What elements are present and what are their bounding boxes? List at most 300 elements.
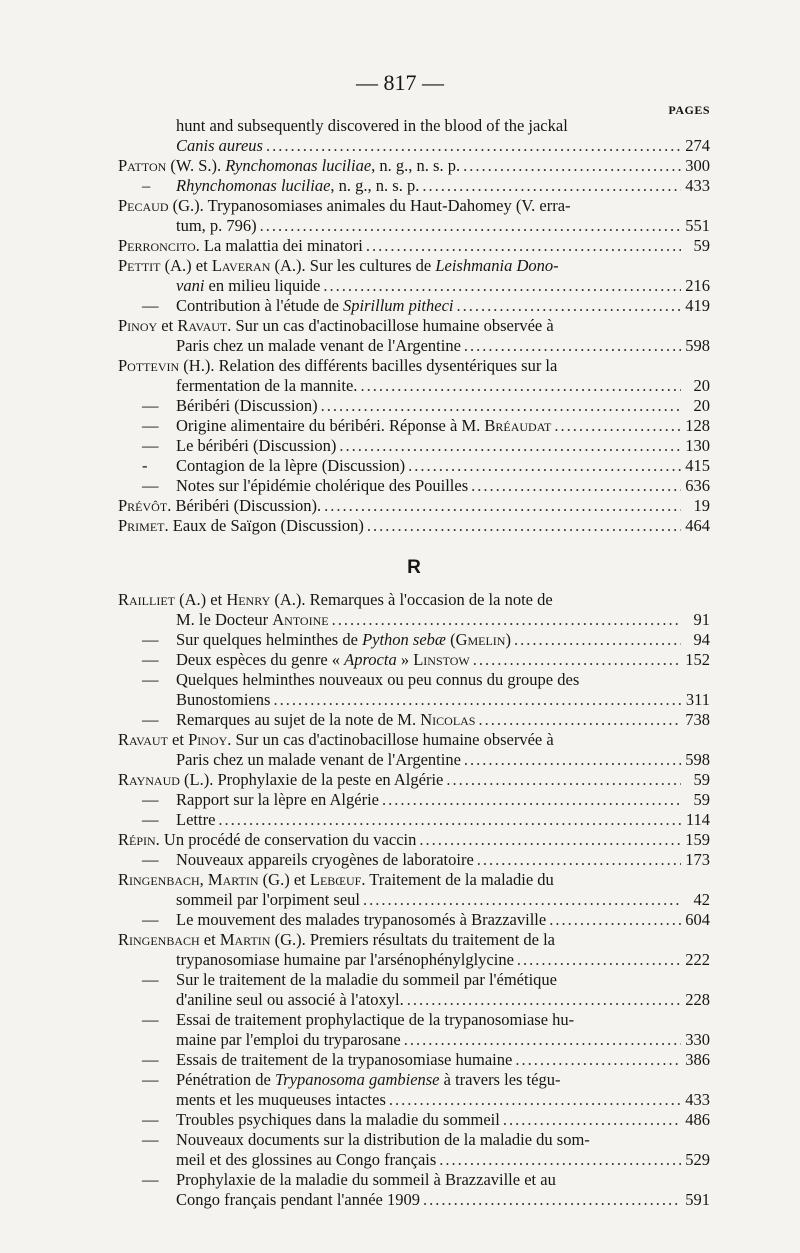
entry-text-part: . Béribéri (Discussion). [167,496,322,515]
entry-line [118,810,710,830]
index-entry [118,436,710,456]
page-reference: 173 [685,850,710,869]
dot-leader [517,950,681,970]
entry-text-part: . La malattia dei minatori [195,236,363,255]
page-reference: 59 [693,790,710,809]
page-reference: 598 [685,750,710,769]
page-reference: 738 [685,710,710,729]
author-name: Ringenbach [118,930,200,949]
entry-text [176,1070,560,1090]
index-entry [118,496,710,516]
entry-text [176,1030,401,1050]
dot-leader [419,830,681,850]
page-reference: 598 [685,336,710,355]
entry-text [176,1170,556,1190]
entry-text-part: . Sur un cas d'actinobacillose humaine observée à [227,316,554,335]
page-reference: 274 [685,136,710,155]
entry-text-part: (G.). Trypanosomiases animales du Haut-Dahomey (V. erra- [168,196,571,215]
dot-leader [479,710,682,730]
dot-leader [554,416,681,436]
entry-line [118,1030,710,1050]
entry-text-part: , n. g., n. s. p. [371,156,461,175]
entry-text-part: Contribution à l'étude de [176,296,344,315]
dot-leader [360,376,681,396]
ditto-dash: — [142,416,159,435]
entry-line [118,630,710,650]
dot-leader [404,1030,681,1050]
ditto-dash: — [142,1050,159,1069]
author-name: Antoine [272,610,329,629]
page-reference: 130 [685,436,710,455]
entry-text-part: Paris chez un malade venant de l'Argentine [176,750,461,769]
index-entry [118,316,710,356]
entry-line [118,590,710,610]
dot-leader [439,1150,681,1170]
entry-text [176,650,470,670]
entry-line [118,476,710,496]
entry-text-part: meil et des glossines au Congo français [176,1150,437,1169]
page-reference: 300 [685,156,710,175]
entry-text-part: . Un procédé de conservation du vaccin [155,830,417,849]
index-entry [118,1170,710,1210]
author-name: Répin [118,830,156,849]
entry-text [118,156,460,176]
index-entry [118,630,710,650]
entry-text [176,176,419,196]
entry-line [118,516,710,536]
dot-leader [473,650,681,670]
page-number: — 817 — [356,70,444,95]
index-entry [118,730,710,770]
entry-text [118,256,559,276]
index-entry [118,1050,710,1070]
author-name: Henry [226,590,271,609]
entry-line [118,910,710,930]
author-name: Railliet [118,590,175,609]
entry-line [118,610,710,630]
index-entry [118,650,710,670]
ditto-dash: — [142,670,159,689]
entry-text [176,630,511,650]
page-reference: 152 [685,650,710,669]
author-name: Ravaut [177,316,228,335]
entry-text-part: Notes sur l'épidémie cholérique des Pouilles [176,476,469,495]
entry-line [118,970,710,990]
entry-text-part: Spirillum pitheci [343,296,454,315]
entry-text-part: Paris chez un malade venant de l'Argentine [176,336,461,355]
entry-line [118,670,710,690]
author-name: Bréaudat [484,416,552,435]
page-reference: 464 [685,516,710,535]
author-name: Pinoy [188,730,228,749]
index-entry [118,710,710,730]
index-entry [118,296,710,316]
entry-text [118,516,364,536]
entry-line [118,950,710,970]
index-entry [118,516,710,536]
index-entry [118,116,710,156]
entry-line [118,236,710,256]
entry-text-part: Leishmania Dono- [435,256,559,275]
index-entry [118,1110,710,1130]
entry-text-part: Lettre [176,810,216,829]
entry-line [118,1190,710,1210]
dot-leader [422,176,681,196]
entry-text-part: Deux espèces du genre « [176,650,345,669]
entry-text-part: » [396,650,414,669]
dot-leader [408,456,681,476]
entry-text-part: à travers les tégu- [439,1070,561,1089]
dot-leader [367,516,681,536]
entry-text [176,1090,386,1110]
page-reference: 159 [685,830,710,849]
ditto-dash: — [142,1130,159,1149]
entry-text [176,456,405,476]
entry-text [176,396,318,416]
page-reference: 433 [685,1090,710,1109]
entry-text [176,476,468,496]
entry-text [176,116,568,136]
entry-text-part: . Eaux de Saïgon (Discussion) [164,516,364,535]
author-name: Pinoy [118,316,158,335]
author-name: Ravaut [118,730,168,749]
author-name: Ringenbach [118,870,200,889]
ditto-dash: — [142,630,159,649]
page-reference: 59 [693,236,710,255]
entry-line [118,1070,710,1090]
entry-line [118,156,710,176]
author-name: Pettit [118,256,161,275]
entry-text [118,830,416,850]
entry-text-part: tum, p. 796) [176,216,257,235]
pages-column-header: PAGES [668,103,710,117]
index-entry [118,456,710,476]
entry-line [118,136,710,156]
ditto-dash: — [142,650,159,669]
entry-text [118,590,553,610]
index-entry [118,850,710,870]
entry-line [118,830,710,850]
entry-line [118,1050,710,1070]
entry-text [176,436,336,456]
index-entry [118,910,710,930]
entry-text-part: et [157,316,178,335]
page-reference: 419 [685,296,710,315]
dot-leader [323,276,681,296]
entry-text-part: Nouveaux documents sur la distribution de la maladie du som- [176,1130,590,1149]
entry-line [118,850,710,870]
page-reference: 59 [693,770,710,789]
ditto-dash: — [142,1070,159,1089]
entry-line [118,176,710,196]
entry-text-part: et [199,930,220,949]
ditto-dash: — [142,790,159,809]
entry-text [118,770,443,790]
dot-leader [389,1090,681,1110]
author-name: Raynaud [118,770,180,789]
entry-line [118,336,710,356]
entry-text-part: en milieu liquide [204,276,321,295]
entry-text [176,1110,500,1130]
entry-line [118,690,710,710]
entry-line [118,216,710,236]
entry-text-part: Remarques au sujet de la note de M. [176,710,421,729]
index-entry [118,870,710,910]
entry-line [118,870,710,890]
entry-text-part: hunt and subsequently discovered in the blood of the jackal [176,116,568,135]
page-reference: 330 [685,1030,710,1049]
entry-line [118,890,710,910]
author-name: Lebœuf [309,870,362,889]
entry-text-part: Prophylaxie de la maladie du sommeil à Brazzaville et au [176,1170,556,1189]
page-reference: 415 [685,456,710,475]
entry-text-part: trypanosomiase humaine par l'arsénophénylglycine [176,950,514,969]
entry-text-part: (A.) et [174,590,227,609]
entry-text-part: ( [445,630,456,649]
index-list [118,116,710,1210]
entry-text-part: Essai de traitement prophylactique de la trypanosomiase hu- [176,1010,575,1029]
entry-text [118,870,554,890]
entry-line [118,256,710,276]
entry-text [176,216,257,236]
entry-text [176,336,461,356]
entry-line [118,456,710,476]
entry-text-part: Le mouvement des malades trypanosomés à Brazzaville [176,910,547,929]
entry-text [118,356,557,376]
entry-text [176,1130,590,1150]
index-entry [118,156,710,176]
entry-line [118,396,710,416]
author-name: Patton [118,156,167,175]
author-name: Linstow [413,650,470,669]
ditto-dash: — [142,1170,159,1189]
author-name: Nicolas [420,710,476,729]
entry-text [176,890,360,910]
entry-line [118,710,710,730]
entry-text [176,1150,436,1170]
entry-text-part: Nouveaux appareils cryogènes de laboratoire [176,850,474,869]
entry-text-part: (H.). Relation des différents bacilles dysentériques sur la [179,356,558,375]
index-entry [118,670,710,710]
index-entry [118,790,710,810]
dot-leader [515,1050,681,1070]
entry-text-part: Python sebæ [362,630,446,649]
entry-text-part: Quelques helminthes nouveaux ou peu connus du groupe des [176,670,580,689]
entry-text [176,990,404,1010]
page-reference: 433 [685,176,710,195]
entry-line [118,990,710,1010]
dot-leader [339,436,681,456]
ditto-dash: — [142,970,159,989]
entry-text-part: Congo français pendant l'année 1909 [176,1190,420,1209]
dot-leader [463,156,681,176]
ditto-dash: — [142,710,159,729]
page-reference: 20 [693,396,710,415]
index-entry [118,256,710,296]
entry-text-part: M. le Docteur [176,610,273,629]
entry-line [118,730,710,750]
entry-text-part: Rhynchomonas luciliae [176,176,331,195]
entry-line [118,416,710,436]
entry-line [118,1110,710,1130]
index-entry [118,396,710,416]
dot-leader [471,476,681,496]
page-reference: 19 [693,496,710,515]
dot-leader [423,1190,681,1210]
entry-text [118,316,554,336]
entry-text [176,710,476,730]
entry-text [176,610,329,630]
index-entry [118,810,710,830]
author-name: Pottevin [118,356,180,375]
entry-line [118,1170,710,1190]
entry-text-part: Sur le traitement de la maladie du sommeil par l'émétique [176,970,557,989]
entry-text-part: sommeil par l'orpiment seul [176,890,360,909]
index-section-r [118,590,710,1210]
dot-leader [366,236,681,256]
entry-line [118,316,710,336]
entry-text-part: d'aniline seul ou associé à l'atoxyl. [176,990,404,1009]
author-name: Perroncito [118,236,196,255]
entry-text [176,276,320,296]
ditto-dash: — [142,810,159,829]
entry-text-part: Béribéri (Discussion) [176,396,318,415]
page-reference: 91 [693,610,710,629]
dot-leader [464,750,681,770]
entry-line [118,650,710,670]
author-name: Martin [219,930,271,949]
entry-text-part: (W. S.). [166,156,226,175]
entry-text-part: Rapport sur la lèpre en Algérie [176,790,379,809]
dot-leader [332,610,681,630]
entry-line [118,436,710,456]
entry-text-part: Troubles psychiques dans la maladie du sommeil [176,1110,500,1129]
entry-text [176,690,270,710]
entry-text [176,790,379,810]
page-reference: 486 [685,1110,710,1129]
entry-line [118,276,710,296]
dot-leader [324,496,681,516]
index-entry [118,1130,710,1170]
dot-leader [363,890,681,910]
entry-text [118,236,363,256]
dot-leader [382,790,681,810]
index-section-p [118,116,710,536]
entry-text [118,496,321,516]
author-name: Laveran [211,256,271,275]
dot-leader [456,296,681,316]
entry-text [176,376,357,396]
ditto-dash: — [142,396,159,415]
index-entry [118,590,710,630]
entry-text-part: ) [505,630,511,649]
entry-line [118,496,710,516]
entry-line [118,376,710,396]
entry-text [176,850,474,870]
entry-text [176,670,579,690]
entry-text [176,810,215,830]
entry-text-part: (G.) et [258,870,310,889]
index-entry [118,176,710,196]
entry-text-part: Origine alimentaire du béribéri. Réponse à M. [176,416,485,435]
entry-text-part: (A.). Remarques à l'occasion de la note de [270,590,553,609]
section-letter: R [407,557,421,578]
page-reference: 216 [685,276,710,295]
ditto-dash: – [142,176,151,195]
page-reference: 20 [693,376,710,395]
author-name: Primet [118,516,165,535]
ditto-dash: — [142,910,159,929]
dot-leader [446,770,681,790]
page-reference: 386 [685,1050,710,1069]
ditto-dash: — [142,296,159,315]
index-entry [118,356,710,396]
ditto-dash: — [142,850,159,869]
entry-text-part: Trypanosoma gambiense [274,1070,440,1089]
ditto-dash: — [142,476,159,495]
ditto-dash: — [142,1110,159,1129]
entry-line [118,356,710,376]
entry-text [118,196,571,216]
entry-text-part: Aprocta [344,650,397,669]
index-entry [118,1010,710,1050]
page-reference: 228 [685,990,710,1009]
entry-text-part: (A.). Sur les cultures de [270,256,436,275]
entry-text [118,930,555,950]
entry-line [118,196,710,216]
entry-text [176,1050,512,1070]
page-reference: 551 [685,216,710,235]
dot-leader [514,630,681,650]
entry-text-part: (G.). Premiers résultats du traitement de la [270,930,556,949]
entry-text [176,296,453,316]
index-entry [118,196,710,236]
entry-text-part: . Sur un cas d'actinobacillose humaine observée à [227,730,554,749]
entry-line [118,930,710,950]
entry-text-part: Essais de traitement de la trypanosomiase humaine [176,1050,513,1069]
entry-text-part: Sur quelques helminthes de [176,630,363,649]
page-reference: 42 [693,890,710,909]
entry-line [118,750,710,770]
index-entry [118,830,710,850]
entry-text-part: ments et les muqueuses intactes [176,1090,386,1109]
entry-line [118,296,710,316]
entry-text-part: . Traitement de la maladie du [361,870,554,889]
entry-text-part: , n. g., n. s. p. [330,176,420,195]
ditto-dash: - [142,456,148,475]
entry-text [176,970,557,990]
entry-text-part: (A.) et [160,256,212,275]
dot-leader [321,396,681,416]
ditto-dash: — [142,436,159,455]
index-entry [118,970,710,1010]
page-reference: 128 [685,416,710,435]
page-reference: 604 [685,910,710,929]
page-reference: 311 [685,690,710,709]
entry-text [176,1190,420,1210]
dot-leader [273,690,681,710]
entry-text-part: fermentation de la mannite. [176,376,358,395]
entry-line [118,770,710,790]
index-entry [118,1070,710,1110]
entry-line [118,1010,710,1030]
page-reference: 222 [685,950,710,969]
dot-leader [266,136,681,156]
entry-line [118,116,710,136]
dot-leader [477,850,681,870]
author-name: Martin [207,870,259,889]
page-reference: 636 [685,476,710,495]
